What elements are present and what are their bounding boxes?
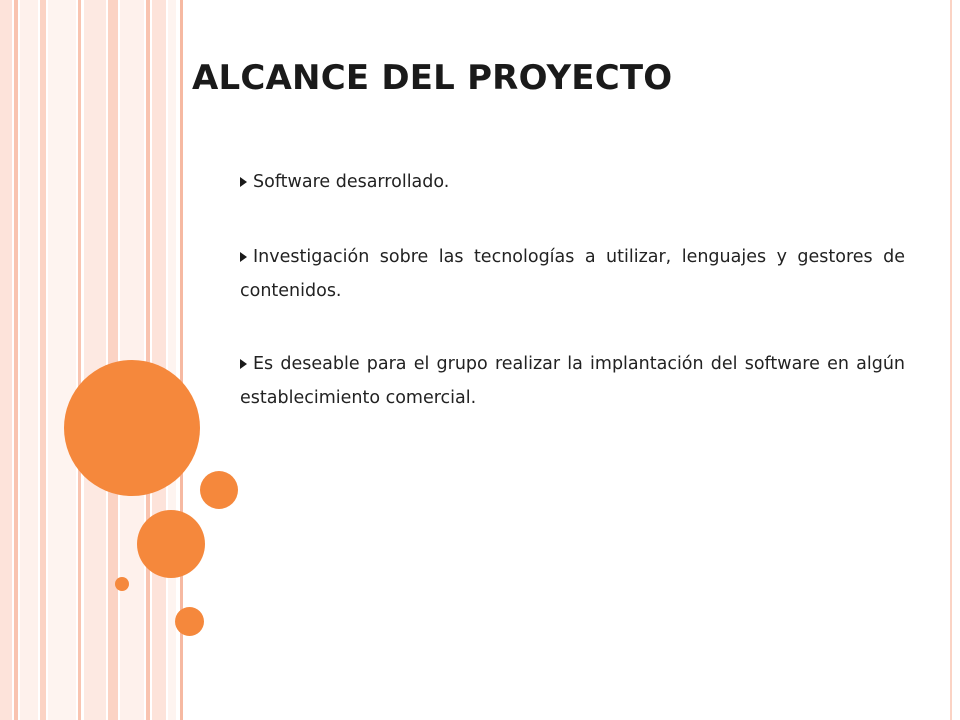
arrow-bullet-icon	[240, 359, 247, 369]
decor-circle-large	[64, 360, 200, 496]
bullet-item	[240, 347, 905, 415]
bullet-item	[240, 165, 905, 199]
decor-stripe	[40, 0, 46, 720]
arrow-bullet-icon	[240, 177, 247, 187]
bullet-text: Es deseable para el grupo realizar la implantación del software en algún establecimiento comercial.	[240, 354, 905, 408]
decor-stripe	[168, 0, 176, 720]
decor-stripe	[20, 0, 38, 720]
decor-circle-small	[200, 471, 238, 509]
decor-stripe	[78, 0, 81, 720]
slide-title: ALCANCE DEL PROYECTO	[192, 58, 673, 98]
decor-right-line	[950, 0, 952, 720]
decor-stripe	[152, 0, 166, 720]
bullet-item	[240, 240, 905, 308]
decor-stripe	[108, 0, 118, 720]
bullet-text: Software desarrollado.	[253, 172, 450, 192]
decor-circle-tiny	[115, 577, 129, 591]
decor-stripe	[0, 0, 12, 720]
arrow-bullet-icon	[240, 252, 247, 262]
decor-circle-small	[175, 607, 204, 636]
decor-stripe	[146, 0, 150, 720]
decor-circle-medium	[137, 510, 205, 578]
decor-stripe	[84, 0, 106, 720]
decor-stripe	[14, 0, 18, 720]
decor-stripe	[48, 0, 76, 720]
bullet-list	[240, 165, 905, 454]
bullet-text: Investigación sobre las tecnologías a utilizar, lenguajes y gestores de contenidos.	[240, 247, 905, 301]
